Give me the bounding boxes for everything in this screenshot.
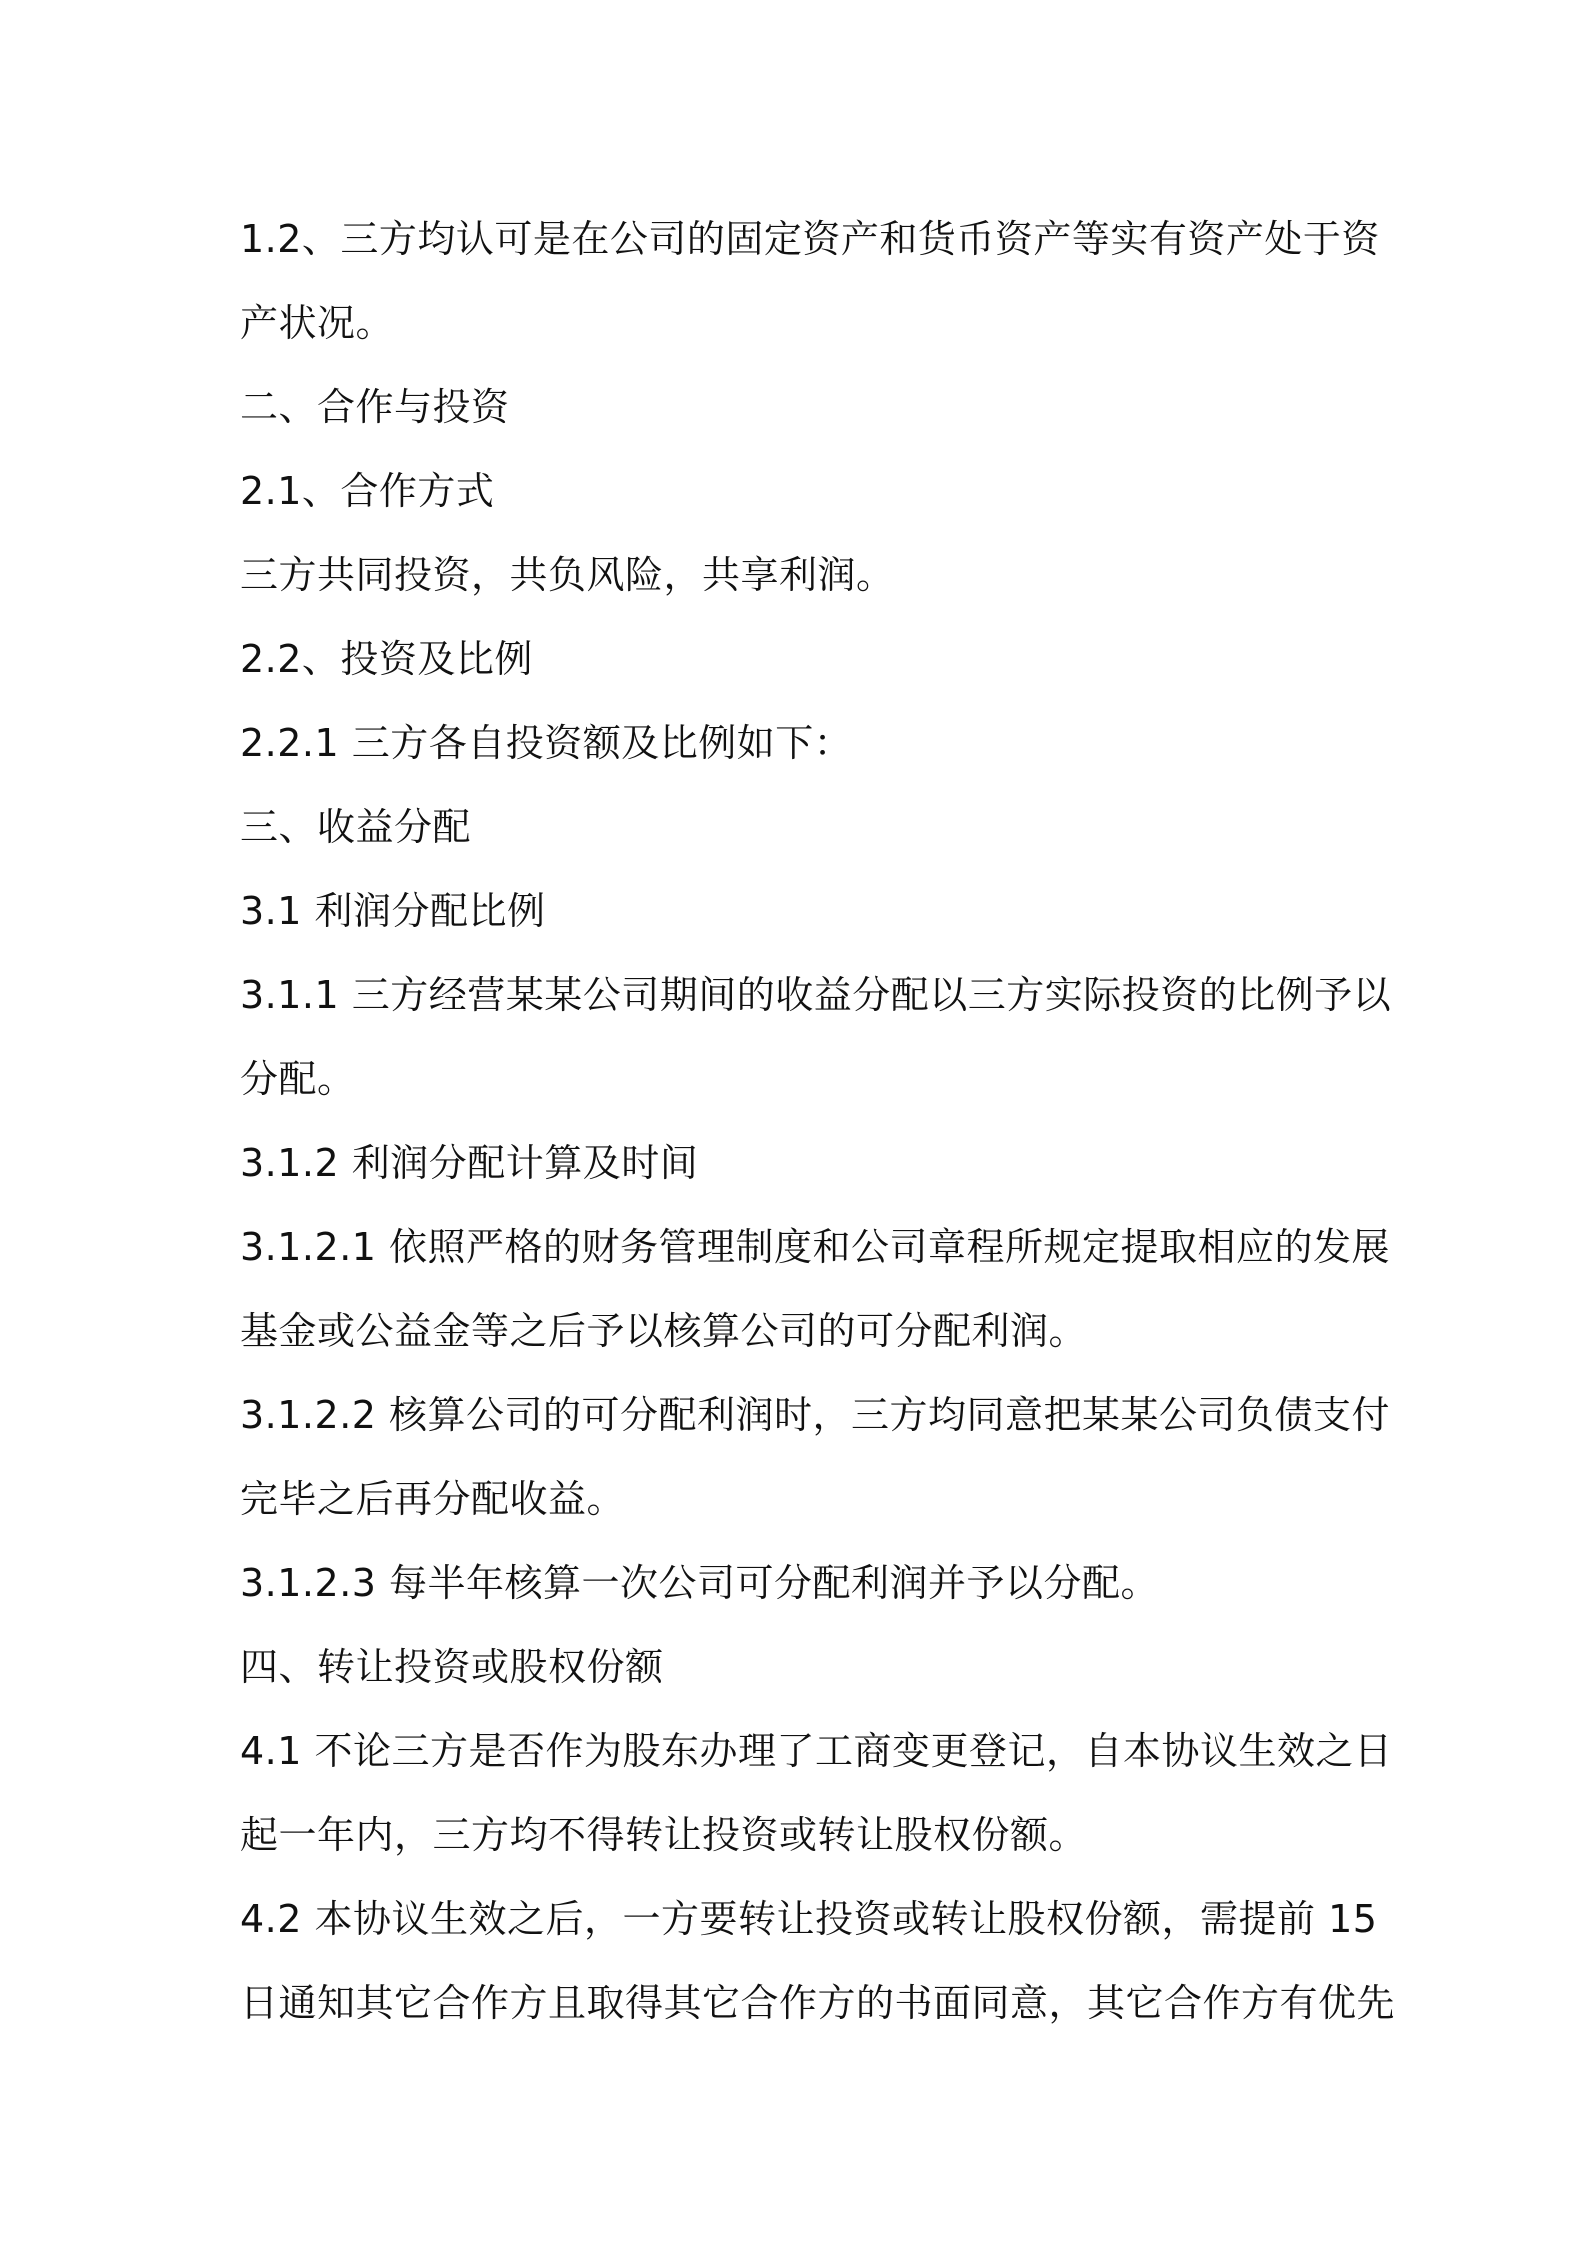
subsection-heading: 2.1、合作方式 [240, 469, 495, 513]
text-line: 完毕之后再分配收益。 [240, 1477, 626, 1521]
text-line: 3.1.2.3 每半年核算一次公司可分配利润并予以分配。 [240, 1561, 1160, 1605]
text-line: 分配。 [240, 1057, 356, 1101]
document-page [240, 197, 1396, 2045]
text-line: 1.2、三方均认可是在公司的固定资产和货币资产等实有资产处于资 [240, 217, 1380, 261]
text-line: 三方共同投资，共负风险，共享利润。 [240, 553, 895, 597]
section-heading: 三、收益分配 [240, 805, 472, 849]
text-line: 3.1.2.2 核算公司的可分配利润时，三方均同意把某某公司负债支付 [240, 1393, 1391, 1437]
subsection-heading: 3.1 利润分配比例 [240, 889, 546, 933]
text-line: 产状况。 [240, 301, 395, 345]
text-line: 3.1.1 三方经营某某公司期间的收益分配以三方实际投资的比例予以 [240, 973, 1392, 1017]
text-line: 起一年内，三方均不得转让投资或转让股权份额。 [240, 1813, 1088, 1857]
section-heading: 二、合作与投资 [240, 385, 510, 429]
text-line: 基金或公益金等之后予以核算公司的可分配利润。 [240, 1309, 1088, 1353]
section-heading: 四、转让投资或股权份额 [240, 1645, 664, 1689]
subsection-heading: 3.1.2 利润分配计算及时间 [240, 1141, 699, 1185]
text-line: 日通知其它合作方且取得其它合作方的书面同意，其它合作方有优先 [240, 1981, 1396, 2025]
text-line: 4.2 本协议生效之后，一方要转让投资或转让股权份额，需提前 15 [240, 1897, 1378, 1941]
text-line: 3.1.2.1 依照严格的财务管理制度和公司章程所规定提取相应的发展 [240, 1225, 1391, 1269]
text-line: 2.2.1 三方各自投资额及比例如下： [240, 721, 853, 765]
subsection-heading: 2.2、投资及比例 [240, 637, 533, 681]
text-line: 4.1 不论三方是否作为股东办理了工商变更登记，自本协议生效之日 [240, 1729, 1393, 1773]
